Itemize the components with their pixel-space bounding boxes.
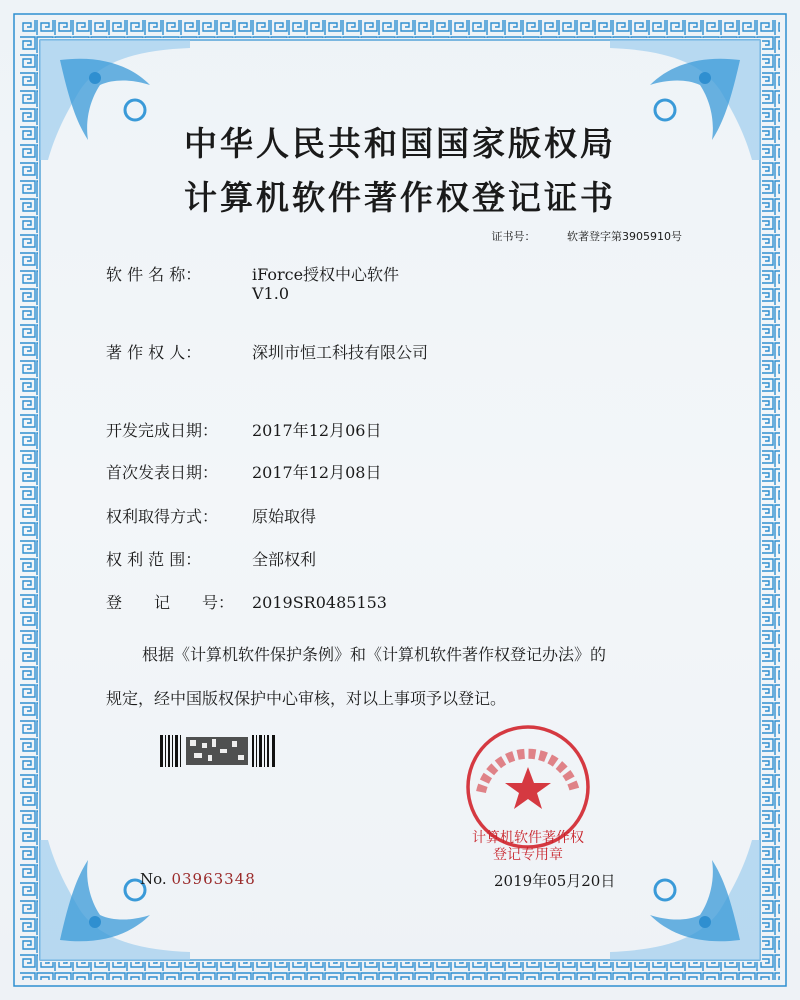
barcode-icon	[160, 735, 278, 767]
field-software-version	[252, 284, 289, 303]
field-label: 首次发表日期：	[106, 463, 219, 482]
corner-ornament-bottom-right	[610, 840, 760, 960]
serial-label: No.	[140, 870, 167, 888]
seal-line-2: 登记专用章	[493, 847, 563, 863]
corner-ornament-bottom-left	[40, 840, 190, 960]
certificate-title: 计算机软件著作权登记证书	[184, 178, 616, 217]
field-label: 软 件 名 称：	[106, 265, 202, 284]
field-label: 登 记 号：	[106, 593, 235, 612]
field-value: 2019SR0485153	[252, 593, 387, 612]
field-publication-date	[106, 460, 381, 483]
field-value: 2017年12月06日	[252, 421, 382, 440]
field-value: 深圳市恒工科技有限公司	[252, 343, 429, 362]
field-value: 2017年12月08日	[252, 463, 382, 482]
field-acquisition-method	[106, 504, 316, 527]
certificate-number-value: 软著登字第3905910号	[567, 230, 682, 243]
field-value: 原始取得	[252, 507, 317, 526]
field-label: 著 作 权 人：	[106, 343, 202, 362]
field-development-date	[106, 418, 381, 441]
field-label: 权利取得方式：	[106, 507, 219, 526]
seal-line-1: 计算机软件著作权	[472, 830, 584, 846]
field-value-version: V1.0	[252, 284, 289, 303]
certificate-number-label: 证书号：	[491, 230, 536, 243]
field-registration-number	[106, 590, 387, 613]
field-value: iForce授权中心软件	[252, 265, 400, 284]
field-label: 开发完成日期：	[106, 421, 219, 440]
statement-line-1: 根据《计算机软件保护条例》和《计算机软件著作权登记办法》的	[142, 645, 607, 664]
field-copyright-holder	[106, 340, 428, 363]
seal-caption	[463, 830, 593, 864]
statement-line-2: 规定，经中国版权保护中心审核，对以上事项予以登记。	[106, 689, 507, 708]
field-software-name	[106, 262, 399, 285]
field-label: 权 利 范 围：	[106, 550, 202, 569]
field-rights-scope	[106, 547, 316, 570]
certificate-number	[492, 228, 683, 244]
serial-number	[140, 870, 256, 888]
field-value: 全部权利	[252, 550, 317, 569]
authority-title: 中华人民共和国国家版权局	[184, 124, 616, 163]
issue-date: 2019年05月20日	[494, 872, 616, 890]
serial-value: 03963348	[171, 870, 256, 888]
